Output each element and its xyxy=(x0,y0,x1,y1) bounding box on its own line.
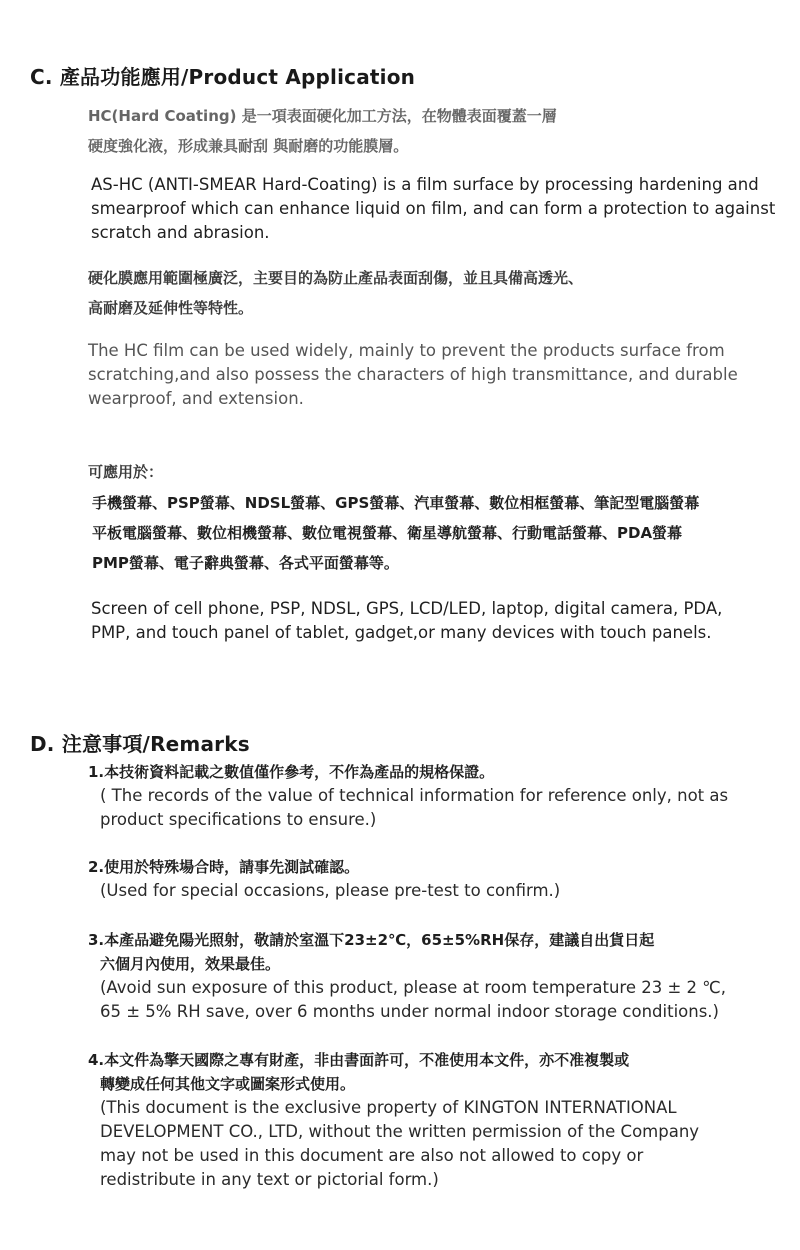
intro-zh xyxy=(88,103,557,159)
intro-en-line: scratch and abrasion. xyxy=(91,223,270,242)
remark-en-line: ( The records of the value of technical information for reference only, not as xyxy=(100,786,729,805)
remark-en-line: redistribute in any text or pictorial form.) xyxy=(100,1170,439,1189)
remark-en-line: (Used for special occasions, please pre-test to confirm.) xyxy=(100,881,561,900)
remark-en-line: (Avoid sun exposure of this product, please at room temperature 23 ± 2 ℃, xyxy=(100,978,727,997)
applicable-en-line: PMP, and touch panel of tablet, gadget,or many devices with touch panels. xyxy=(91,623,712,642)
intro-en-line: AS-HC (ANTI-SMEAR Hard-Coating) is a film surface by processing hardening and xyxy=(91,175,759,194)
section-d-heading: D. 注意事項/Remarks xyxy=(30,732,250,756)
applicable-zh xyxy=(92,488,699,578)
remark-en-line: 65 ± 5% RH save, over 6 months under normal indoor storage conditions.) xyxy=(100,1002,719,1021)
section-c-heading: C. 產品功能應用/Product Application xyxy=(30,65,416,89)
usage-en-line: The HC film can be used widely, mainly to prevent the products surface from xyxy=(88,341,725,360)
remark-zh-line: 轉變成任何其他文字或圖案形式使用。 xyxy=(100,1075,356,1093)
remark-item xyxy=(88,760,728,832)
intro-zh-line: 硬度強化液，形成兼具耐刮 與耐磨的功能膜層。 xyxy=(88,137,409,155)
intro-en-line: smearproof which can enhance liquid on film, and can form a protection to against xyxy=(91,199,776,218)
applicable-label: 可應用於： xyxy=(88,463,164,481)
remark-en-line: DEVELOPMENT CO., LTD, without the written permission of the Company xyxy=(100,1122,700,1141)
usage-zh xyxy=(88,263,583,323)
remark-en-line: product specifications to ensure.) xyxy=(100,810,377,829)
usage-en-line: wearproof, and extension. xyxy=(88,389,304,408)
applicable-en-line: Screen of cell phone, PSP, NDSL, GPS, LCD/LED, laptop, digital camera, PDA, xyxy=(91,599,723,618)
remark-zh-line: 3.本產品避免陽光照射，敬請於室溫下23±2℃，65±5%RH保存，建議自出貨日起 xyxy=(88,931,655,949)
remark-zh-line: 1.本技術資料記載之數值僅作參考，不作為產品的規格保證。 xyxy=(88,763,495,781)
usage-en-line: scratching,and also possess the characters of high transmittance, and durable xyxy=(88,365,738,384)
intro-en xyxy=(91,173,775,245)
remark-zh-line: 六個月內使用，效果最佳。 xyxy=(100,955,281,973)
usage-en xyxy=(88,339,738,411)
usage-zh-line: 硬化膜應用範圍極廣泛，主要目的為防止產品表面刮傷，並且具備高透光、 xyxy=(88,269,584,287)
remark-item xyxy=(88,855,560,903)
applicable-en xyxy=(91,597,722,645)
remark-en-line: may not be used in this document are also not allowed to copy or xyxy=(100,1146,644,1165)
applicable-zh-line: 手機螢幕、PSP螢幕、NDSL螢幕、GPS螢幕、汽車螢幕、數位相框螢幕、筆記型電腦螢幕 xyxy=(92,494,700,512)
remark-item xyxy=(88,928,726,1024)
remark-en-line: (This document is the exclusive property of KINGTON INTERNATIONAL xyxy=(100,1098,677,1117)
applicable-zh-line: 平板電腦螢幕、數位相機螢幕、數位電視螢幕、衛星導航螢幕、行動電話螢幕、PDA螢幕 xyxy=(92,524,683,542)
remark-item xyxy=(88,1048,699,1192)
applicable-zh-line: PMP螢幕、電子辭典螢幕、各式平面螢幕等。 xyxy=(92,554,399,572)
remark-zh-line: 4.本文件為擎天國際之專有財產，非由書面許可，不准使用本文件，亦不准複製或 xyxy=(88,1051,630,1069)
usage-zh-line: 高耐磨及延伸性等特性。 xyxy=(88,299,254,317)
intro-zh-line: HC(Hard Coating) 是一項表面硬化加工方法，在物體表面覆蓋一層 xyxy=(88,107,557,125)
remark-zh-line: 2.使用於特殊場合時，請事先測試確認。 xyxy=(88,858,360,876)
